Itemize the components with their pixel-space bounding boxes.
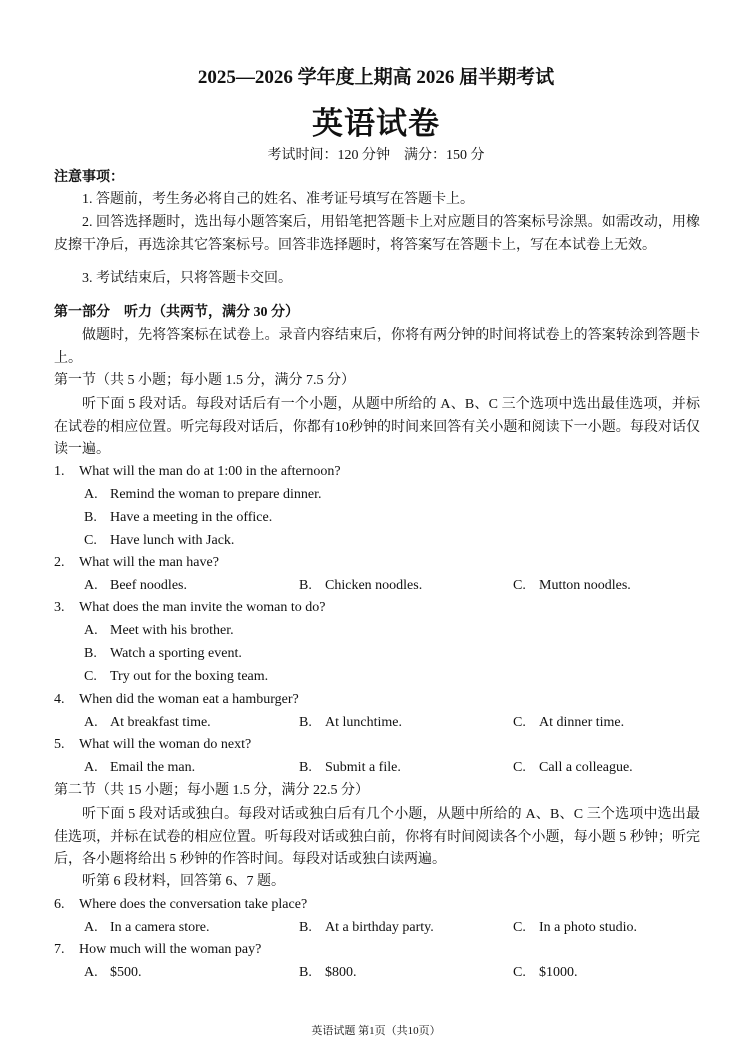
- option-7b: B. $800.: [299, 965, 357, 980]
- notice-item-1: 1. 答题前，考生务必将自己的姓名、准考证号填写在答题卡上。: [82, 192, 474, 207]
- exam-info: [0, 146, 752, 166]
- option-7a: A. $500.: [84, 965, 142, 980]
- question-1: 1. What will the man do at 1:00 in the afternoon?: [54, 464, 341, 479]
- option-5c: C. Call a colleague.: [513, 760, 633, 775]
- section1-heading: 第一节（共 5 小题；每小题 1.5 分，满分 7.5 分）: [54, 373, 355, 388]
- question-4: 4. When did the woman eat a hamburger?: [54, 692, 299, 707]
- section1-instruction: 听下面 5 段对话。每段对话后有一个小题，从题中所给的 A、B、C 三个选项中选出最佳选项，并标在试卷的相应位置。听完每段对话后，你都有10秒钟的时间来回答有关小题和阅读下一小题。每段对话仅读一遍。: [54, 397, 700, 458]
- option-2a: A. Beef noodles.: [84, 578, 187, 593]
- exam-title: 2025—2026 学年度上期高 2026 届半期考试: [197, 67, 555, 88]
- question-7: 7. How much will the woman pay?: [54, 942, 262, 957]
- option-4c: C. At dinner time.: [513, 715, 625, 730]
- option-3c: C. Try out for the boxing team.: [84, 669, 269, 684]
- option-1b: B. Have a meeting in the office.: [84, 510, 273, 525]
- notice-heading: 注意事项：: [54, 170, 124, 185]
- option-2c: C. Mutton noodles.: [513, 578, 631, 593]
- notice-item-2: 2. 回答选择题时，选出每小题答案后，用铅笔把答题卡上对应题目的答案标号涂黑。如需改动，用橡皮擦干净后，再选涂其它答案标号。回答非选择题时，将答案写在答题卡上，写在本试卷上无效。: [54, 215, 700, 253]
- page-footer: 英语试题 第1页（共10页）: [311, 1025, 441, 1037]
- section2-heading: 第二节（共 15 小题；每小题 1.5 分，满分 22.5 分）: [54, 783, 369, 798]
- option-3b: B. Watch a sporting event.: [84, 646, 242, 661]
- subject-title: 英语试卷: [312, 106, 440, 141]
- option-1c: C. Have lunch with Jack.: [84, 533, 235, 548]
- part1-instruction: 做题时，先将答案标在试卷上。录音内容结束后，你将有两分钟的时间将试卷上的答案转涂到答题卡上。: [54, 328, 700, 366]
- option-4a: A. At breakfast time.: [84, 715, 211, 730]
- section2-instruction: 听下面 5 段对话或独白。每段对话或独白后有几个小题，从题中所给的 A、B、C 三个选项中选出最佳选项，并标在试卷的相应位置。听每段对话或独白前，你将有时间阅读各个小题，每小题 5 秒钟；听完后，各小题将给出 5 秒钟的作答时间。每段对话或独白读两遍。: [54, 807, 700, 868]
- option-4b: B. At lunchtime.: [299, 715, 402, 730]
- material-note: 听第 6 段材料，回答第 6、7 题。: [82, 874, 285, 889]
- question-6: 6. Where does the conversation take place?: [54, 897, 308, 912]
- option-3a: A. Meet with his brother.: [84, 623, 234, 638]
- option-6a: A. In a camera store.: [84, 920, 210, 935]
- question-5: 5. What will the woman do next?: [54, 737, 252, 752]
- option-2b: B. Chicken noodles.: [299, 578, 423, 593]
- option-6b: B. At a birthday party.: [299, 920, 434, 935]
- exam-full-score: 满分：150 分: [404, 148, 485, 163]
- option-5b: B. Submit a file.: [299, 760, 401, 775]
- option-7c: C. $1000.: [513, 965, 578, 980]
- question-2: 2. What will the man have?: [54, 555, 219, 570]
- question-3: 3. What does the man invite the woman to do?: [54, 600, 326, 615]
- option-1a: A. Remind the woman to prepare dinner.: [84, 487, 322, 502]
- notice-item-3: 3. 考试结束后，只将答题卡交回。: [82, 271, 292, 286]
- part1-heading: 第一部分 听力（共两节，满分 30 分）: [54, 305, 299, 320]
- option-6c: C. In a photo studio.: [513, 920, 637, 935]
- option-5a: A. Email the man.: [84, 760, 196, 775]
- exam-time: 考试时间：120 分钟: [267, 148, 390, 163]
